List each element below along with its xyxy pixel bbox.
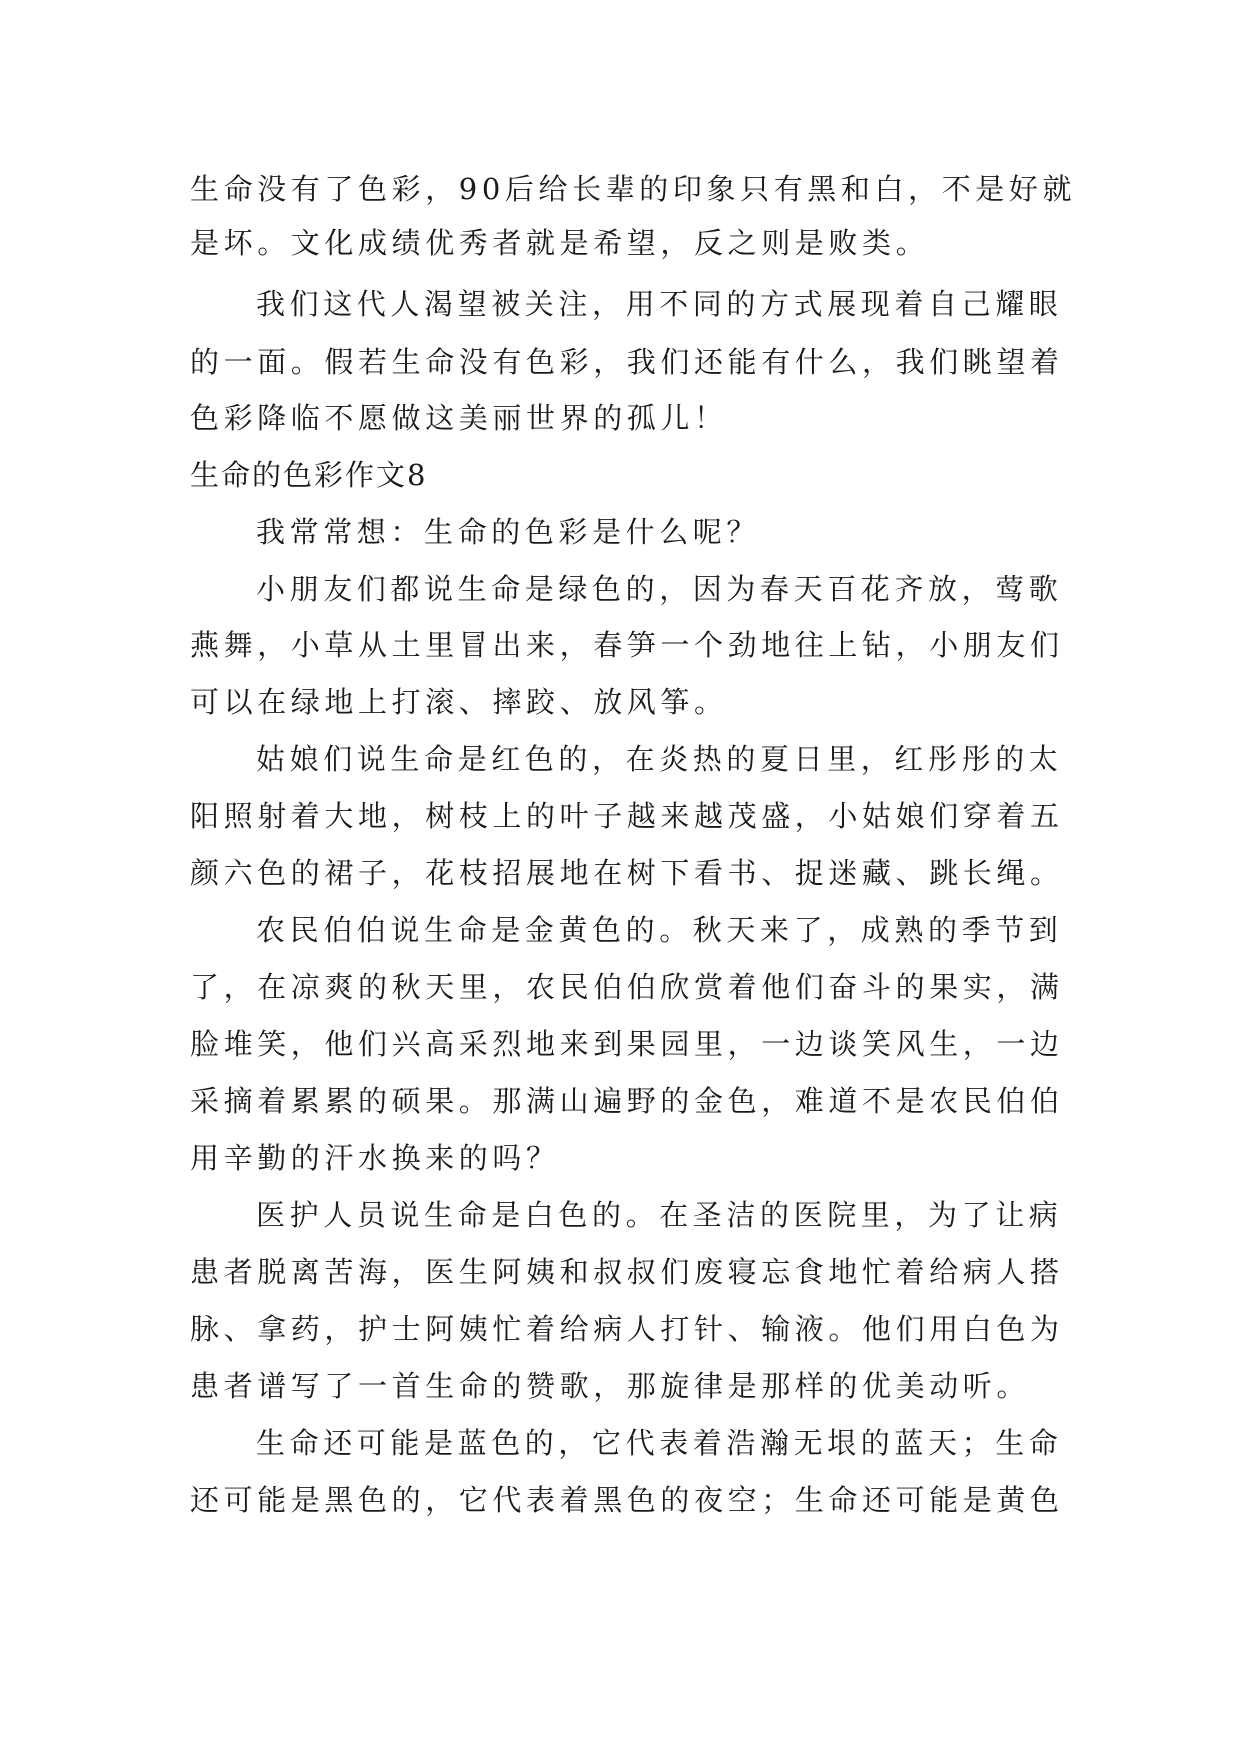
body-text-line: 是坏。文化成绩优秀者就是希望，反之则是败类。 (190, 226, 930, 260)
body-text-line: 生命没有了色彩，90后给长辈的印象只有黑和白，不是好就 (190, 172, 1077, 206)
paragraph-first-line: 我们这代人渴望被关注，用不同的方式展现着自己耀眼 (256, 287, 1063, 321)
body-text-line: 脉、拿药，护士阿姨忙着给病人打针、输液。他们用白色为 (190, 1312, 1064, 1346)
paragraph-first-line: 姑娘们说生命是红色的，在炎热的夏日里，红彤彤的太 (256, 742, 1063, 776)
body-text-line: 燕舞，小草从土里冒出来，春笋一个劲地往上钻，小朋友们 (190, 628, 1064, 662)
body-text-line: 还可能是黑色的，它代表着黑色的夜空；生命还可能是黄色 (190, 1483, 1064, 1517)
body-text-line: 用辛勤的汗水换来的吗？ (190, 1141, 560, 1175)
body-text-line: 的一面。假若生命没有色彩，我们还能有什么，我们眺望着 (190, 345, 1064, 379)
paragraph-first-line: 农民伯伯说生命是金黄色的。秋天来了，成熟的季节到 (256, 913, 1063, 947)
body-text-line: 可以在绿地上打滚、摔跤、放风筝。 (190, 685, 728, 719)
paragraph-first-line: 小朋友们都说生命是绿色的，因为春天百花齐放，莺歌 (256, 572, 1063, 606)
body-text-line: 患者谱写了一首生命的赞歌，那旋律是那样的优美动听。 (190, 1369, 1031, 1403)
body-text-line: 采摘着累累的硕果。那满山遍野的金色，难道不是农民伯伯 (190, 1084, 1064, 1118)
body-text-line: 色彩降临不愿做这美丽世界的孤儿！ (190, 401, 728, 435)
paragraph-first-line: 我常常想：生命的色彩是什么呢？ (256, 515, 761, 549)
body-text-line: 颜六色的裙子，花枝招展地在树下看书、捉迷藏、跳长绳。 (190, 856, 1064, 890)
paragraph-first-line: 生命还可能是蓝色的，它代表着浩瀚无垠的蓝天；生命 (256, 1426, 1063, 1460)
paragraph-first-line: 医护人员说生命是白色的。在圣洁的医院里，为了让病 (256, 1198, 1063, 1232)
body-text-line: 患者脱离苦海，医生阿姨和叔叔们废寝忘食地忙着给病人搭 (190, 1255, 1064, 1289)
body-text-line: 阳照射着大地，树枝上的叶子越来越茂盛，小姑娘们穿着五 (190, 799, 1064, 833)
body-text-line: 了，在凉爽的秋天里，农民伯伯欣赏着他们奋斗的果实，满 (190, 970, 1064, 1004)
section-heading: 生命的色彩作文8 (190, 458, 428, 492)
body-text-line: 脸堆笑，他们兴高采烈地来到果园里，一边谈笑风生，一边 (190, 1027, 1064, 1061)
